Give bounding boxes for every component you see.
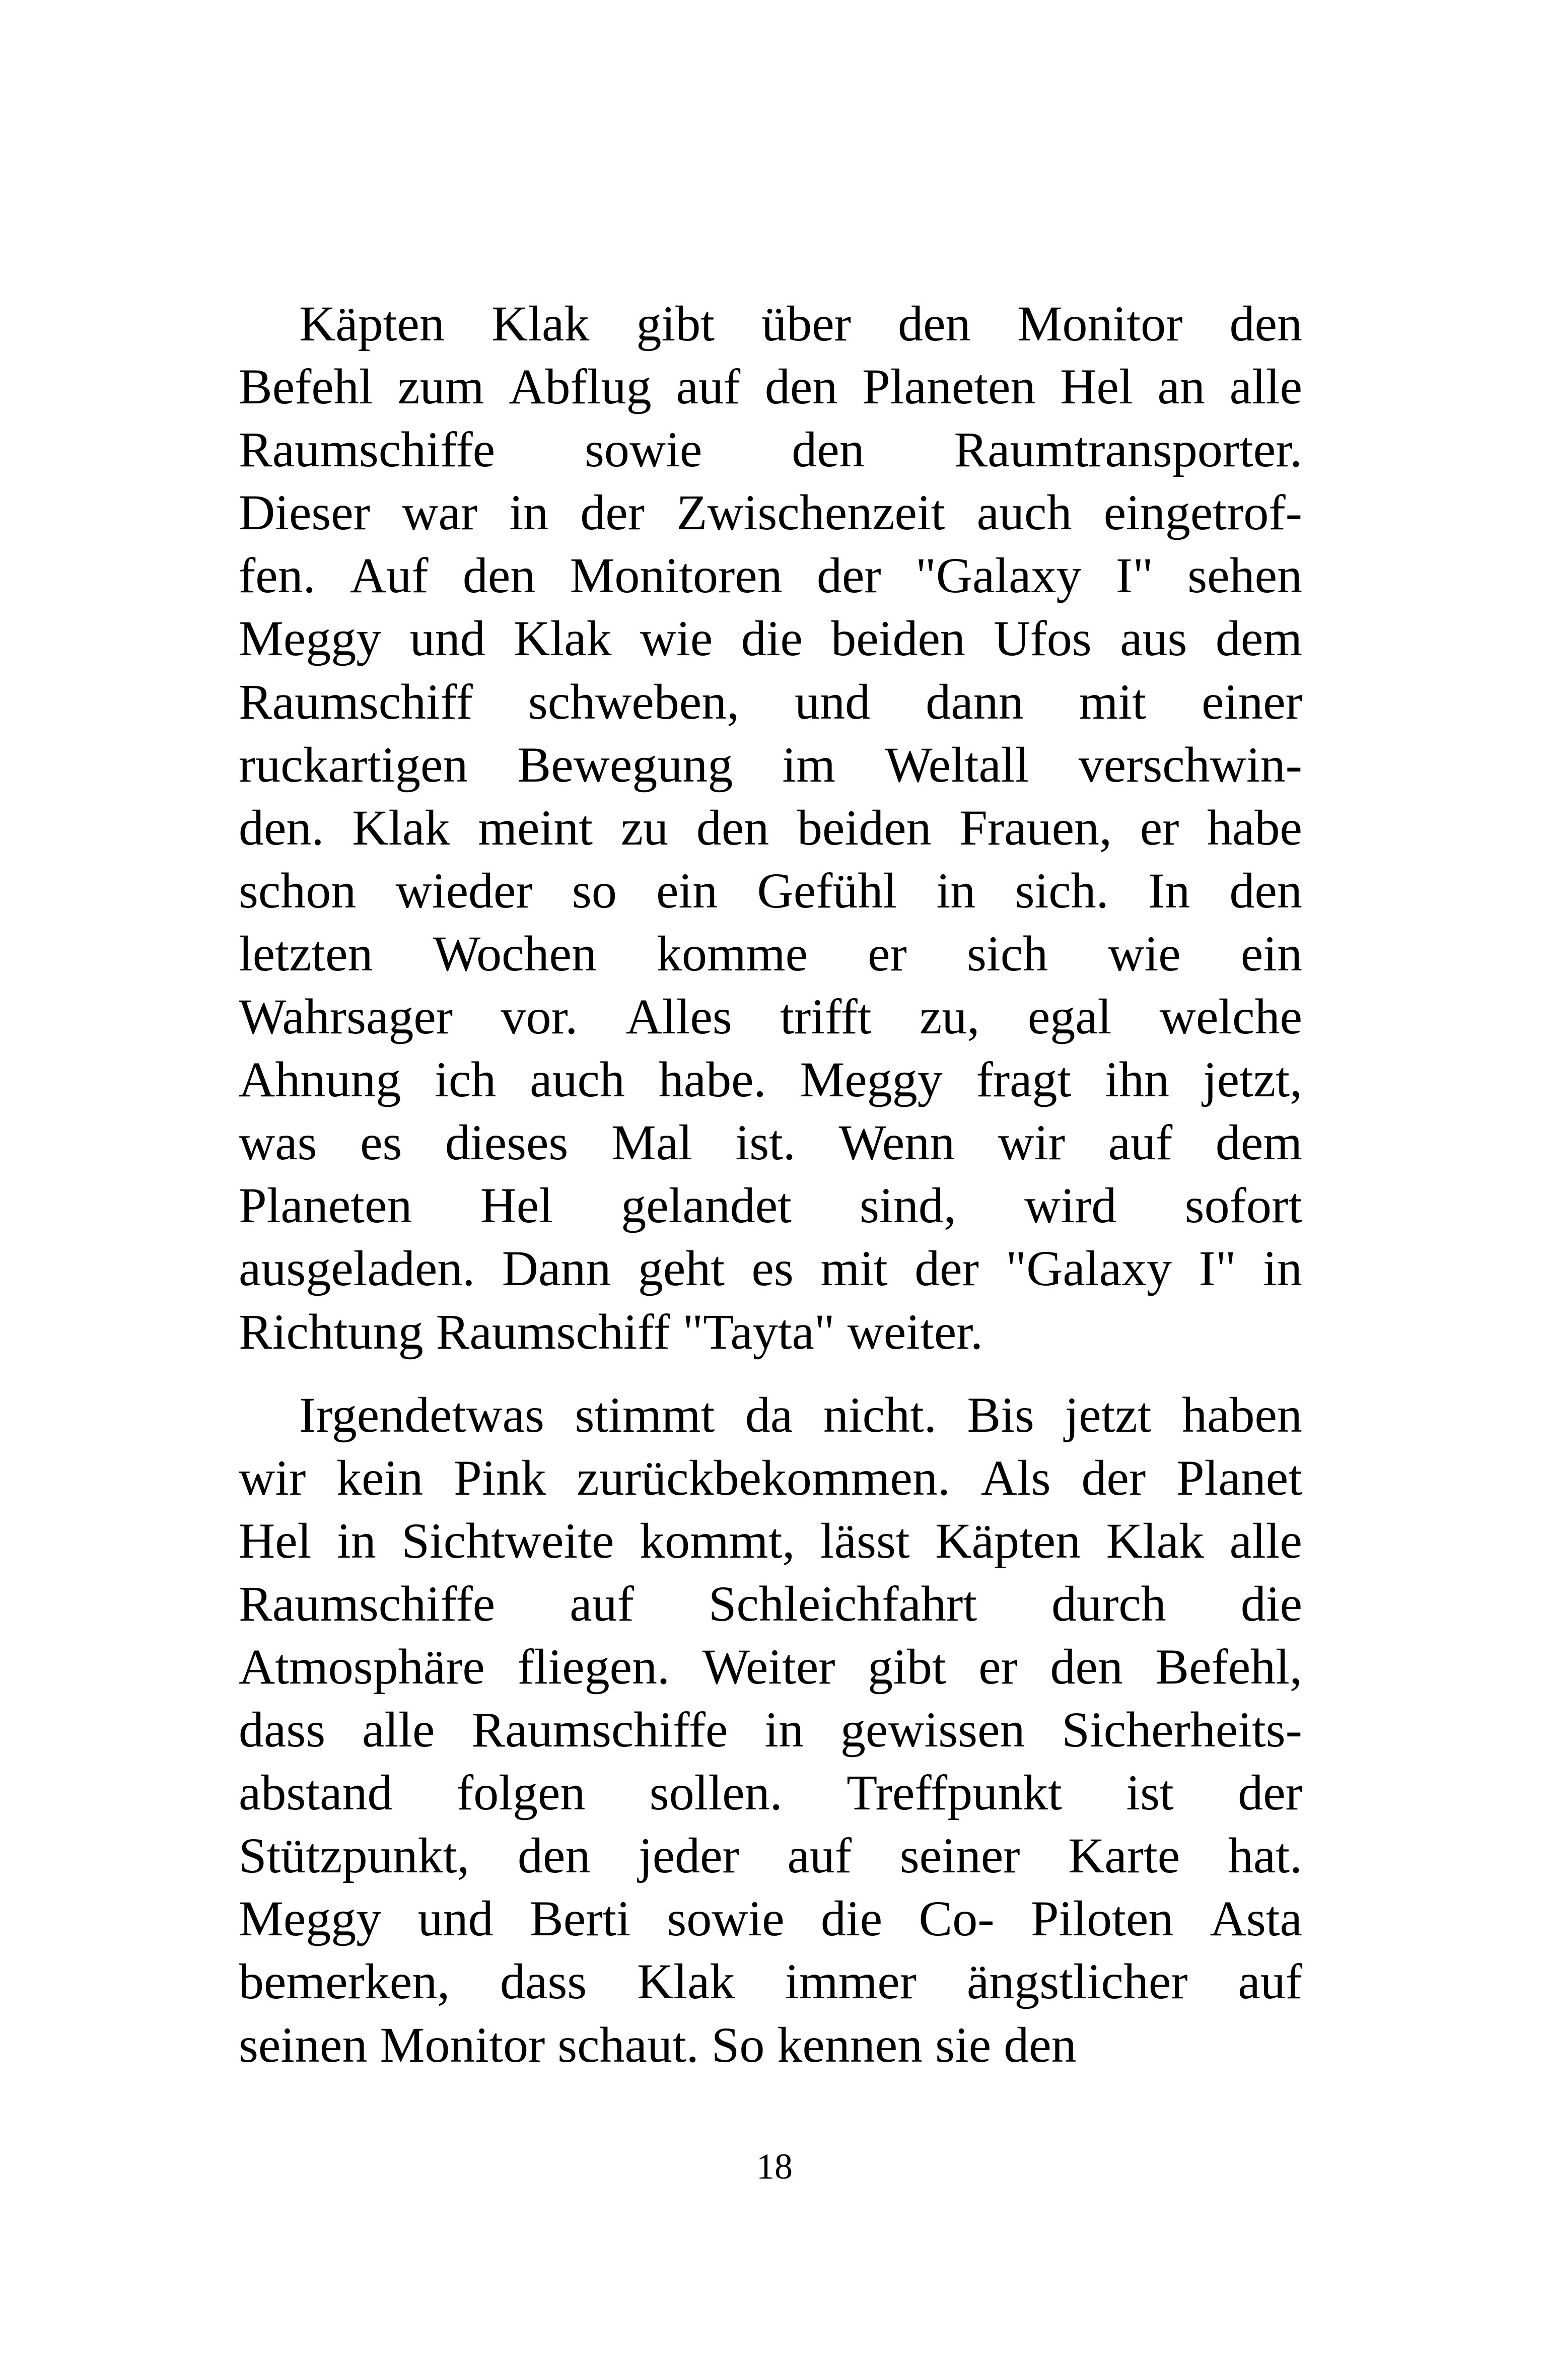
word: den [792, 422, 865, 478]
text-line [239, 796, 1302, 859]
word: mit [1079, 673, 1147, 730]
word: den [462, 547, 536, 604]
word: ich [435, 1052, 497, 1108]
word: dem [1215, 610, 1302, 667]
word: im [782, 736, 835, 793]
word: sofort [1184, 1177, 1302, 1234]
text-line: Richtung Raumschiff "Tayta" weiter. [239, 1303, 983, 1360]
word: aus [1120, 610, 1187, 667]
word: Wahrsager [239, 989, 453, 1045]
word: kein [336, 1449, 424, 1506]
text-line [239, 292, 1302, 355]
word: Klak [1106, 1512, 1205, 1569]
word: der [914, 1240, 979, 1297]
word: so [572, 862, 617, 919]
word: den. [239, 799, 324, 856]
word: Schleichfahrt [708, 1575, 977, 1632]
word: Co- [919, 1891, 995, 1947]
word: wie [640, 610, 713, 667]
word: Raumschiffe [239, 422, 496, 478]
word: auf [570, 1575, 634, 1632]
word: in [336, 1512, 376, 1569]
word: Klak [352, 799, 450, 856]
word: "Galaxy [915, 547, 1082, 604]
word: auf [787, 1828, 852, 1884]
word: habe [1207, 799, 1302, 856]
word: jetzt, [1203, 1052, 1302, 1108]
word: auf [676, 359, 741, 415]
word: schweben, [528, 673, 740, 730]
word: die [1240, 1575, 1302, 1632]
text-line [239, 1383, 1302, 1446]
text-line [239, 670, 1302, 733]
word: Meggy [239, 610, 382, 667]
word: Als [980, 1449, 1051, 1506]
word: zurückbekommen. [577, 1449, 950, 1506]
text-line [239, 418, 1302, 481]
word: kommt, [640, 1512, 795, 1569]
word: Mal [611, 1114, 692, 1171]
text-line [239, 985, 1302, 1048]
text-line [239, 544, 1302, 607]
word: Meggy [239, 1891, 382, 1947]
word: Klak [491, 296, 590, 352]
word: den [696, 799, 769, 856]
word: den [898, 296, 971, 352]
word: auch [976, 484, 1072, 541]
word: durch [1051, 1575, 1166, 1632]
word: ängstlicher [966, 1953, 1188, 2010]
word: Dann [502, 1240, 611, 1297]
word: sehen [1187, 547, 1302, 604]
paragraph [239, 1383, 1302, 2076]
word: Gefühl [757, 862, 897, 919]
word: Befehl [239, 359, 373, 415]
text-line [239, 1048, 1302, 1111]
text-line [239, 1509, 1302, 1572]
word: Raumschiffe [239, 1575, 496, 1632]
word: fen. [239, 547, 316, 604]
word: dieses [445, 1114, 569, 1171]
word: geht [638, 1240, 725, 1297]
text-line [239, 733, 1302, 796]
word: Atmosphäre [239, 1638, 485, 1695]
word: war [402, 484, 478, 541]
text-line [239, 1446, 1302, 1509]
word: und [795, 673, 871, 730]
word: da [745, 1386, 793, 1443]
word: er [978, 1638, 1018, 1695]
word: nicht. [823, 1386, 937, 1443]
word: zu [620, 799, 669, 856]
word: gelandet [621, 1177, 792, 1234]
text-line [239, 1761, 1302, 1824]
word: auf [1238, 1953, 1302, 2010]
word: sich. [1015, 862, 1109, 919]
word: ruckartigen [239, 736, 468, 793]
word: Meggy [800, 1052, 943, 1108]
word: sollen. [649, 1765, 783, 1821]
word: Hel [239, 1512, 312, 1569]
word: den [764, 359, 838, 415]
word: es [360, 1114, 402, 1171]
word: vor. [501, 989, 578, 1045]
word: I" [1199, 1240, 1236, 1297]
text-line [239, 481, 1302, 544]
word: stimmt [575, 1386, 715, 1443]
word: schon [239, 862, 357, 919]
word: und [417, 1891, 494, 1947]
word: komme [657, 925, 808, 982]
word: Wenn [838, 1114, 955, 1171]
word: dass [500, 1953, 587, 2010]
word: Frauen, [959, 799, 1112, 856]
word: der [580, 484, 645, 541]
word: ihn [1105, 1052, 1169, 1108]
word: er [868, 925, 907, 982]
word: folgen [456, 1765, 586, 1821]
word: der [1081, 1449, 1146, 1506]
word: haben [1182, 1386, 1302, 1443]
word: in [936, 862, 976, 919]
text-line [239, 1237, 1302, 1300]
word: Sichtweite [401, 1512, 614, 1569]
word: Käpten [935, 1512, 1081, 1569]
word: beiden [797, 799, 932, 856]
word: Karte [1068, 1828, 1180, 1884]
word: einer [1202, 673, 1302, 730]
word: Planeten [862, 359, 1036, 415]
word: in [1263, 1240, 1302, 1297]
text-line [239, 859, 1302, 922]
word: beiden [831, 610, 965, 667]
word: habe. [658, 1052, 766, 1108]
word: dann [926, 673, 1024, 730]
word: letzten [239, 925, 373, 982]
word: sich [967, 925, 1048, 982]
word: ausgeladen. [239, 1240, 475, 1297]
text-line [239, 355, 1302, 418]
word: über [761, 296, 851, 352]
word: welche [1159, 989, 1302, 1045]
word: sowie [585, 422, 702, 478]
word: gewissen [840, 1702, 1025, 1758]
word: Monitoren [570, 547, 783, 604]
word: fliegen. [517, 1638, 670, 1695]
word: verschwin- [1078, 736, 1302, 793]
word: der [816, 547, 881, 604]
word: den [1229, 862, 1302, 919]
paragraph-gap [239, 1363, 1302, 1383]
word: ein [656, 862, 718, 919]
word: Stützpunkt, [239, 1828, 470, 1884]
word: Planet [1176, 1449, 1302, 1506]
word: wir [998, 1114, 1066, 1171]
word: Abflug [509, 359, 652, 415]
word: Planeten [239, 1177, 412, 1234]
word: Hel [1060, 359, 1133, 415]
word: Zwischenzeit [676, 484, 945, 541]
word: ein [1240, 925, 1302, 982]
word: der [1238, 1765, 1302, 1821]
word: wird [1024, 1177, 1117, 1234]
word: Klak [637, 1953, 735, 2010]
word: wieder [395, 862, 533, 919]
word: Hel [480, 1177, 553, 1234]
word: Bewegung [517, 736, 733, 793]
word: ist [1126, 1765, 1174, 1821]
word: dass [239, 1702, 326, 1758]
text-line [239, 1824, 1302, 1887]
word: Weiter [702, 1638, 835, 1695]
text-line [239, 1698, 1302, 1761]
word: egal [1027, 989, 1112, 1045]
word: die [741, 610, 803, 667]
word: den [1229, 296, 1302, 352]
word: an [1157, 359, 1205, 415]
text-line [239, 1111, 1302, 1174]
word: eingetrof- [1103, 484, 1302, 541]
word: Monitor [1017, 296, 1183, 352]
word: zu, [920, 989, 980, 1045]
word: Raumschiffe [471, 1702, 728, 1758]
word: jeder [638, 1828, 739, 1884]
word: den [1050, 1638, 1123, 1695]
word: mit [820, 1240, 888, 1297]
word: Befehl, [1155, 1638, 1302, 1695]
body-text [239, 292, 1302, 2076]
word: auf [1108, 1114, 1173, 1171]
word: auch [530, 1052, 625, 1108]
word: gibt [636, 296, 715, 352]
word: die [821, 1891, 883, 1947]
word: Ufos [994, 610, 1092, 667]
word: den [517, 1828, 591, 1884]
text-line: seinen Monitor schaut. So kennen sie den [239, 2016, 1077, 2073]
word: Käpten [299, 296, 445, 352]
word: er [1140, 799, 1179, 856]
word: In [1148, 862, 1190, 919]
word: Piloten [1030, 1891, 1174, 1947]
page-number: 18 [756, 2146, 793, 2187]
word: sowie [667, 1891, 785, 1947]
word: trifft [780, 989, 872, 1045]
word: immer [785, 1953, 917, 2010]
text-line [239, 1887, 1302, 1950]
word: abstand [239, 1765, 393, 1821]
word: Weltall [885, 736, 1029, 793]
word: in [509, 484, 549, 541]
text-line [239, 1572, 1302, 1635]
word: alle [1229, 1512, 1302, 1569]
word: Irgendetwas [299, 1386, 544, 1443]
word: Raumschiff [239, 673, 473, 730]
text-line [239, 922, 1302, 985]
word: seiner [899, 1828, 1020, 1884]
text-line [239, 1950, 1302, 2013]
word: Berti [530, 1891, 630, 1947]
paragraph [239, 292, 1302, 1363]
word: fragt [976, 1052, 1072, 1108]
word: was [239, 1114, 317, 1171]
word: jetzt [1065, 1386, 1152, 1443]
word: zum [397, 359, 484, 415]
word: I" [1115, 547, 1153, 604]
word: sind, [860, 1177, 956, 1234]
word: ist. [735, 1114, 796, 1171]
word: Alles [625, 989, 732, 1045]
word: wie [1108, 925, 1181, 982]
word: hat. [1228, 1828, 1302, 1884]
word: "Galaxy [1006, 1240, 1172, 1297]
word: Bis [967, 1386, 1034, 1443]
word: wir [239, 1449, 306, 1506]
word: in [764, 1702, 804, 1758]
word: Sicherheits- [1062, 1702, 1302, 1758]
word: Dieser [239, 484, 370, 541]
word: Raumtransporter. [954, 422, 1302, 478]
word: meint [478, 799, 593, 856]
text-line [239, 1635, 1302, 1698]
word: alle [1229, 359, 1302, 415]
word: Wochen [433, 925, 597, 982]
word: bemerken, [239, 1953, 450, 2010]
text-line [239, 1174, 1302, 1237]
word: Ahnung [239, 1052, 401, 1108]
word: es [751, 1240, 794, 1297]
word: lässt [820, 1512, 910, 1569]
word: gibt [868, 1638, 946, 1695]
word: dem [1215, 1114, 1302, 1171]
word: Auf [349, 547, 429, 604]
word: Pink [454, 1449, 546, 1506]
word: Treffpunkt [847, 1765, 1062, 1821]
word: Asta [1210, 1891, 1302, 1947]
word: alle [362, 1702, 435, 1758]
word: und [409, 610, 485, 667]
word: Klak [514, 610, 612, 667]
text-line [239, 607, 1302, 670]
